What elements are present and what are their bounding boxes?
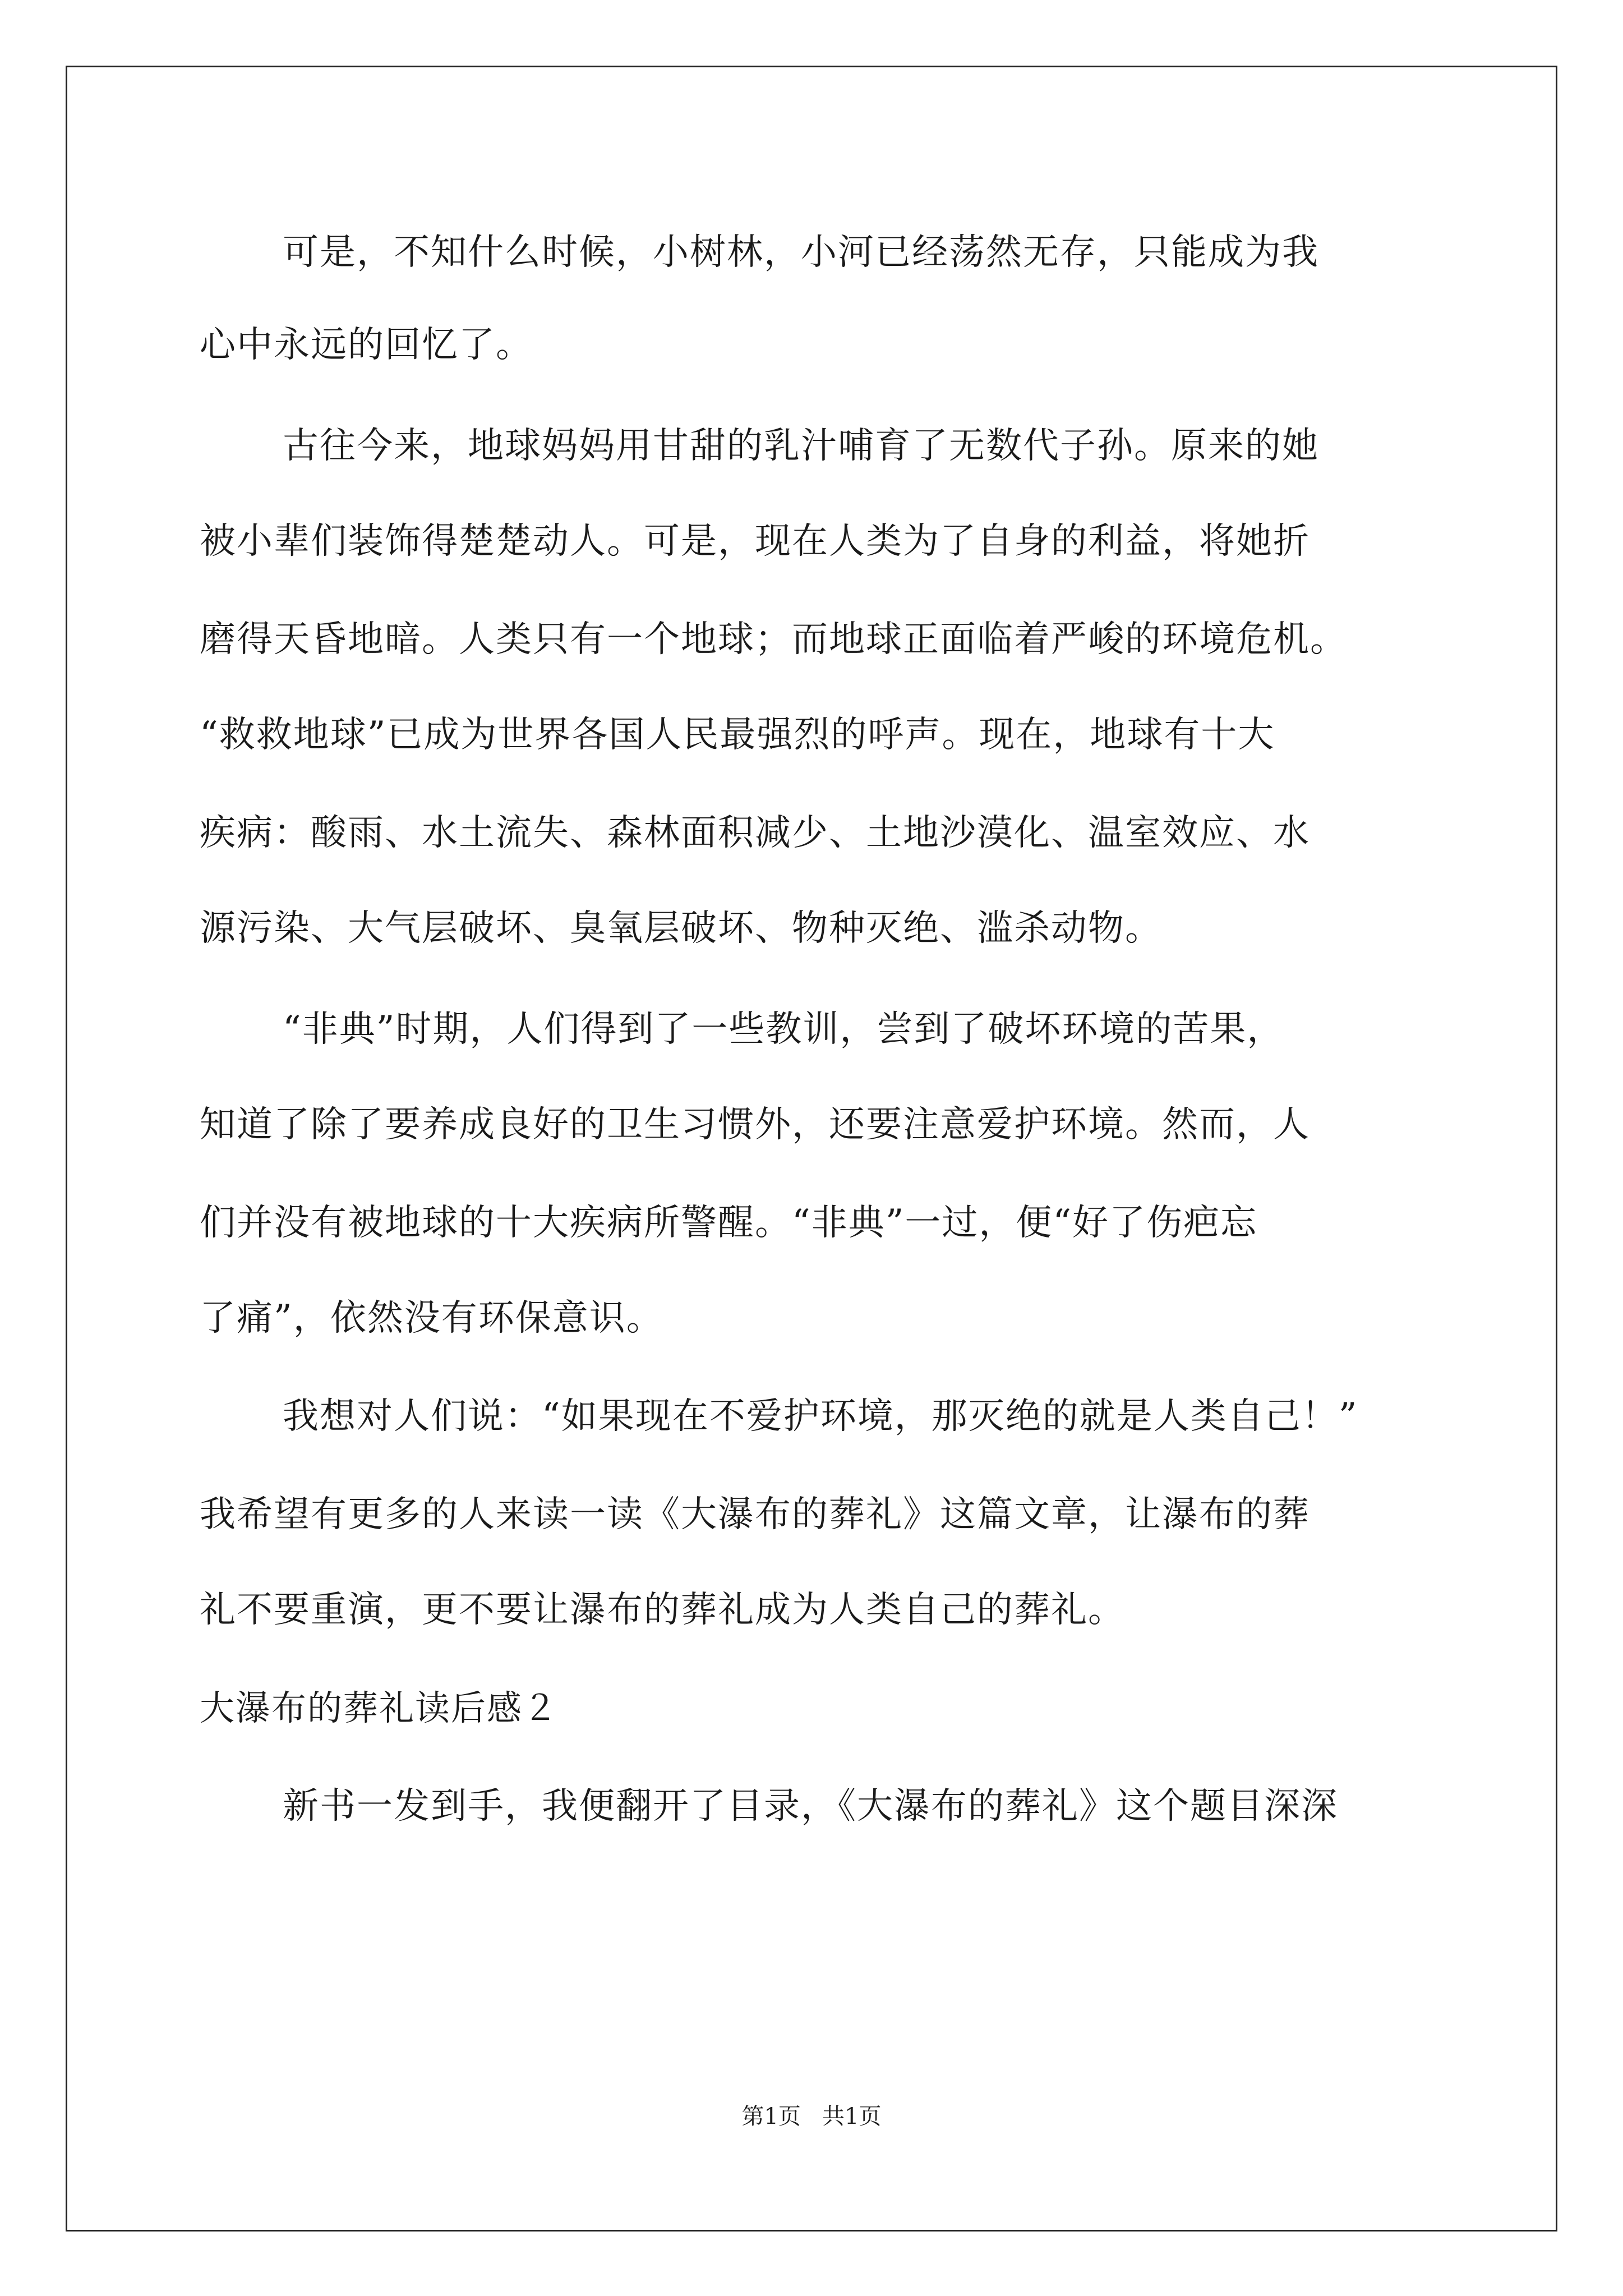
paragraph-line: 疾病：酸雨、水土流失、森林面积减少、土地沙漠化、温室效应、水 bbox=[200, 812, 1310, 854]
paragraph-line: “非典”时期，人们得到了一些教训，尝到了破坏环境的苦果， bbox=[283, 1009, 1284, 1050]
paragraph-line: 古往今来，地球妈妈用甘甜的乳汁哺育了无数代子孙。原来的她 bbox=[283, 425, 1319, 467]
paragraph-line: 我希望有更多的人来读一读《大瀑布的葬礼》这篇文章，让瀑布的葬 bbox=[200, 1494, 1310, 1535]
paragraph-line: 新书一发到手，我便翻开了目录，《大瀑布的葬礼》这个题目深深 bbox=[283, 1786, 1338, 1827]
paragraph-line: 了痛”，依然没有环保意识。 bbox=[200, 1297, 663, 1339]
paragraph-line: 可是，不知什么时候，小树林，小河已经荡然无存，只能成为我 bbox=[283, 232, 1319, 273]
paragraph-line: 心中永远的回忆了。 bbox=[200, 324, 533, 366]
paragraph-line: 礼不要重演，更不要让瀑布的葬礼成为人类自己的葬礼。 bbox=[200, 1589, 1125, 1631]
paragraph-line: 们并没有被地球的十大疾病所警醒。“非典”一过，便“好了伤疤忘 bbox=[200, 1202, 1258, 1244]
paragraph-line: “救救地球”已成为世界各国人民最强烈的呼声。现在，地球有十大 bbox=[200, 714, 1275, 756]
paragraph-line: 源污染、大气层破坏、臭氧层破坏、物种灭绝、滥杀动物。 bbox=[200, 908, 1162, 949]
paragraph-line: 知道了除了要养成良好的卫生习惯外，还要注意爱护环境。然而，人 bbox=[200, 1104, 1310, 1145]
paragraph-line: 我想对人们说：“如果现在不爱护环境，那灭绝的就是人类自己！” bbox=[283, 1396, 1358, 1437]
paragraph-line: 被小辈们装饰得楚楚动人。可是，现在人类为了自身的利益，将她折 bbox=[200, 521, 1310, 562]
section-heading: 大瀑布的葬礼读后感２ bbox=[200, 1687, 559, 1728]
page-border bbox=[66, 66, 1557, 2231]
paragraph-line: 磨得天昏地暗。人类只有一个地球；而地球正面临着严峻的环境危机。 bbox=[200, 619, 1347, 660]
page-footer: 第1页 共1页 bbox=[741, 2104, 882, 2129]
